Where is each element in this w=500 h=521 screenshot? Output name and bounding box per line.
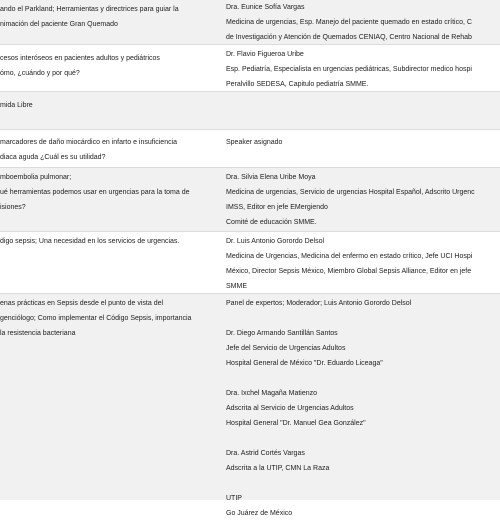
speaker-detail: Adscrita a la UTIP, CMN La Raza [226, 465, 330, 472]
topic-cell [0, 170, 220, 215]
topic-cell [0, 51, 220, 81]
speaker-detail: Esp. Pediatría, Especialista en urgencias pediátricas, Subdirector medico hospi [226, 66, 472, 73]
speaker-detail: Jefe del Servicio de Urgencias Adultos [226, 345, 346, 352]
speaker-cell [226, 296, 500, 521]
speaker-detail: Medicina de Urgencias, Medicina del enfermo en estado crítico, Jefe UCI Hospi [226, 253, 473, 260]
speaker-name: Dr. Luis Antonio Gorordo Delsol [226, 238, 325, 245]
speaker-cell [226, 135, 500, 150]
speaker-detail: Hospital General "Dr. Manuel Gea González" [226, 420, 366, 427]
topic-cell [0, 296, 220, 341]
topic-line: digo sepsis; Una necesidad en los servicios de urgencias. [0, 238, 180, 245]
topic-line: nimación del paciente Gran Quemado [0, 21, 118, 28]
topic-line: ué herramientas podemos usar en urgencias para la toma de [0, 189, 190, 196]
speaker-detail: UTIP [226, 495, 242, 502]
speaker-detail: Adscrita al Servicio de Urgencias Adultos [226, 405, 354, 412]
schedule-row [0, 168, 500, 232]
topic-line: la resistencia bacteriana [0, 330, 76, 337]
speaker-name: Dr. Diego Armando Santillán Santos [226, 330, 338, 337]
speaker-detail: Peralvillo SEDESA, Capitulo pediatría SMME. [226, 81, 369, 88]
speaker-detail: México, Director Sepsis México, Miembro Global Sepsis Alliance, Editor en jefe [226, 268, 472, 275]
schedule-row [0, 130, 500, 168]
topic-line: isiones? [0, 204, 26, 211]
speaker-detail: IMSS, Editor en jefe EMergiendo [226, 204, 328, 211]
speaker-name: Speaker asignado [226, 139, 283, 146]
speaker-detail: SMME [226, 283, 247, 290]
topic-cell [0, 98, 220, 113]
topic-line: diaca aguda ¿Cuál es su utilidad? [0, 154, 106, 161]
topic-cell [0, 135, 220, 165]
topic-line: mida Libre [0, 102, 33, 109]
speaker-detail: Medicina de urgencias, Servicio de urgencias Hospital Español, Adscrito Urgenc [226, 189, 475, 196]
topic-cell [0, 234, 220, 249]
speaker-name: Dra. Ixchel Magaña Matienzo [226, 390, 318, 397]
topic-line: enas prácticas en Sepsis desde el punto de vista del [0, 300, 164, 307]
schedule-row [0, 294, 500, 517]
topic-line: marcadores de daño miocárdico en infarto e insuficiencia [0, 139, 178, 146]
topic-line: genciólogo; Como implementar el Código Sepsis, importancia [0, 315, 192, 322]
schedule-row [0, 45, 500, 92]
speaker-name: Dra. Silvia Elena Uribe Moya [226, 174, 316, 181]
speaker-detail: Medicina de urgencias, Esp. Manejo del paciente quemado en estado crítico, C [226, 19, 472, 26]
speaker-cell [226, 0, 500, 45]
speaker-name: Dra. Eunice Sofía Vargas [226, 4, 305, 11]
speaker-detail: Go Juárez de México [226, 510, 293, 517]
speaker-detail: Hospital General de México "Dr. Eduardo Liceaga" [226, 360, 383, 367]
topic-cell [0, 2, 220, 32]
schedule-row [0, 232, 500, 294]
speaker-cell [226, 170, 500, 230]
speaker-detail: de Investigación y Atención de Quemados CENIAQ, Centro Nacional de Rehab [226, 34, 472, 41]
speaker-cell [226, 47, 500, 92]
topic-line: cesos interóseos en pacientes adultos y pediátricos [0, 55, 160, 62]
topic-line: mboembolia pulmonar; [0, 174, 72, 181]
panel-moderator: Panel de expertos; Moderador; Luis Antonio Gorordo Delsol [226, 300, 412, 307]
schedule-row [0, 92, 500, 130]
topic-line: ómo, ¿cuándo y por qué? [0, 70, 80, 77]
speaker-cell [226, 234, 500, 294]
speaker-name: Dra. Astrid Cortés Vargas [226, 450, 305, 457]
speaker-detail: Comité de educación SMME. [226, 219, 317, 226]
speaker-name: Dr. Flavio Figueroa Uribe [226, 51, 304, 58]
schedule-row [0, 0, 500, 45]
topic-line: ando el Parkland; Herramientas y directrices para guiar la [0, 6, 179, 13]
